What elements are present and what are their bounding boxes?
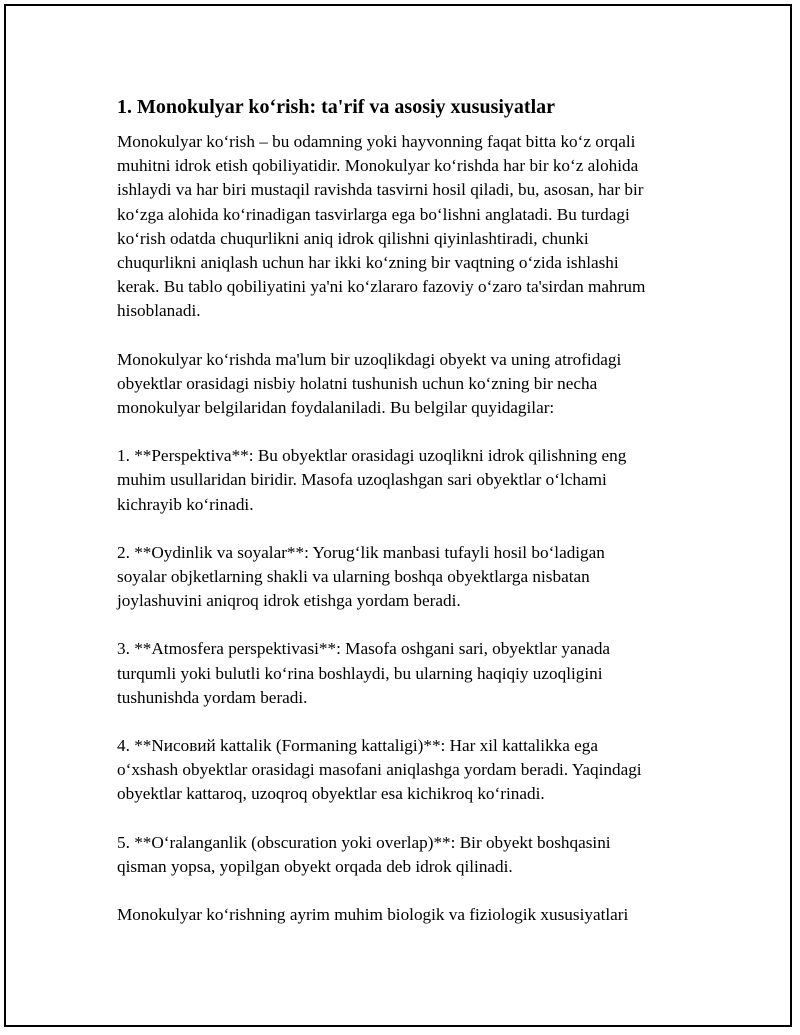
list-item-relative-size (117, 734, 707, 807)
text-line: obyektlar kattaroq, uzoqroq obyektlar esa kichikroq ko‘rinadi. (117, 784, 545, 804)
text-line: soyalar objketlarning shakli va ularning boshqa obyektlarga nisbatan (117, 567, 590, 587)
text-line: qisman yopsa, yopilgan obyekt orqada deb idrok qilinadi. (117, 856, 513, 876)
text-line: 1. **Perspektiva**: Bu obyektlar orasidagi uzoqlikni idrok qilishning eng (117, 446, 627, 466)
text-line: ishlaydi va har biri mustaqil ravishda tasvirni hosil qiladi, bu, asosan, har bir (117, 180, 644, 200)
text-line: monokulyar belgilaridan foydalaniladi. Bu belgilar quyidagilar: (117, 398, 555, 418)
text-line: 5. **O‘ralanganlik (obscuration yoki overlap)**: Bir obyekt boshqasini (117, 832, 611, 852)
text-line: 2. **Oydinlik va soyalar**: Yorug‘lik manbasi tufayli hosil bo‘ladigan (117, 542, 605, 562)
list-item-occlusion (117, 831, 707, 879)
text-line: chuqurlikni aniqlash uchun har ikki ko‘zning bir vaqtning o‘zida ishlashi (117, 253, 619, 273)
text-line: muhim usullaridan biridir. Masofa uzoqlashgan sari obyektlar o‘lchami (117, 470, 607, 490)
text-line: turqumli yoki bulutli ko‘rina boshlaydi, bu ularning haqiqiy uzoqligini (117, 663, 603, 683)
text-line: tushunishda yordam beradi. (117, 687, 308, 707)
text-line: muhitni idrok etish qobiliyatidir. Monokulyar ko‘rishda har bir ko‘z alohida (117, 156, 639, 176)
text-line: ko‘rish odatda chuqurlikni aniq idrok qilishni qiyinlashtiradi, chunki (117, 228, 589, 248)
text-line: ko‘zga alohida ko‘rinadigan tasvirlarga ega bo‘lishni anglatadi. Bu turdagi (117, 204, 630, 224)
list-item-light-shadow (117, 541, 707, 614)
paragraph-definition (117, 130, 707, 324)
text-line: kichrayib ko‘rinadi. (117, 494, 254, 514)
text-line: 3. **Atmosfera perspektivasi**: Masofa oshgani sari, obyektlar yanada (117, 639, 611, 659)
text-line: o‘xshash obyektlar orasidagi masofani aniqlashga yordam beradi. Yaqindagi (117, 760, 642, 780)
text-line: Monokulyar ko‘rish – bu odamning yoki hayvonning faqat bitta ko‘z orqali (117, 132, 636, 151)
text-line: Monokulyar ko‘rishning ayrim muhim biologik va fiziologik xususiyatlari (117, 905, 629, 925)
list-item-atmospheric (117, 637, 707, 710)
text-line: joylashuvini aniqroq idrok etishga yordam beradi. (117, 591, 461, 611)
text-line: obyektlar orasidagi nisbiy holatni tushunish uchun ko‘zning bir necha (117, 373, 598, 393)
document-body (117, 94, 707, 927)
text-line: 4. **Nисовий kattalik (Formaning kattaligi)**: Har xil kattalikka ega (117, 736, 599, 756)
section-heading: 1. Monokulyar ko‘rish: ta'rif va asosiy xususiyatlar (117, 96, 555, 118)
paragraph-closing (117, 903, 707, 927)
text-line: Monokulyar ko‘rishda ma'lum bir uzoqlikdagi obyekt va uning atrofidagi (117, 349, 622, 369)
text-line: kerak. Bu tablo qobiliyatini ya'ni ko‘zlararo fazoviy o‘zaro ta'sirdan mahrum (117, 277, 646, 297)
list-item-perspective (117, 444, 707, 517)
text-line: hisoblanadi. (117, 301, 201, 321)
paragraph-cues-intro (117, 348, 707, 421)
